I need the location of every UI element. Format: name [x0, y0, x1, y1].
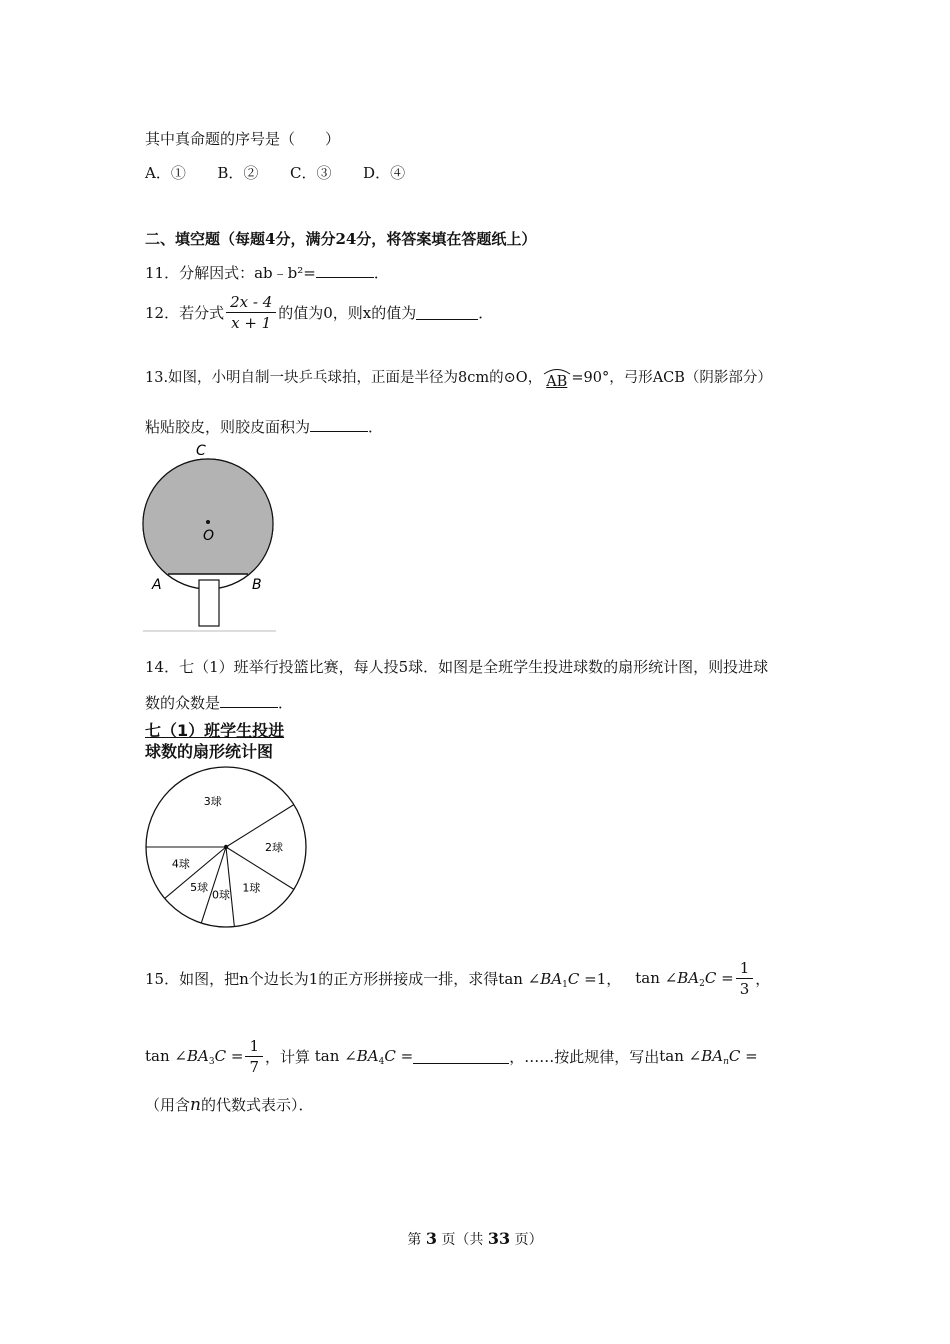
q11	[145, 262, 389, 283]
c-2: C	[704, 968, 717, 987]
q14-answer-blank[interactable]	[220, 693, 278, 708]
tan-4: tan	[314, 1046, 340, 1065]
footer-pre: 第	[407, 1232, 422, 1248]
q12-numerator: 2x - 4	[226, 292, 276, 313]
q11-text: 11．分解因式：ab﹣b²=	[145, 264, 316, 282]
tan-1: tan	[498, 969, 523, 988]
option-c: C．③	[290, 164, 332, 182]
q13-line1	[145, 366, 772, 390]
q15-line1	[145, 958, 770, 999]
ba-n: BA	[701, 1046, 724, 1065]
q12-denominator: x + 1	[231, 314, 272, 332]
ba-3: BA	[187, 1046, 209, 1065]
pie-label-5: 4球	[171, 857, 190, 871]
angle-1: ∠	[527, 969, 541, 988]
chart-title-line2: 球数的扇形统计图	[145, 742, 274, 761]
q15-expr4	[310, 1047, 413, 1065]
comma-1: ，	[755, 970, 771, 988]
paddle-figure	[140, 440, 280, 635]
ba-1: BA	[540, 969, 563, 988]
q13-line1-b: =90°，弓形ACB（阴影部分）	[571, 370, 772, 386]
pie-label-0: 3球	[203, 794, 222, 808]
q15-answer-blank-1[interactable]	[413, 1049, 509, 1064]
label-o: O	[203, 528, 215, 544]
q15-frac2	[736, 958, 754, 999]
angle-3: ∠	[174, 1046, 187, 1065]
label-b: B	[252, 577, 262, 593]
line3-b: 的代数式表示）．	[200, 1096, 314, 1114]
pie-label-1: 2球	[265, 841, 283, 854]
sub-1: 1	[562, 979, 568, 990]
q14-line2-text: 数的众数是	[145, 694, 221, 712]
ba-2: BA	[677, 968, 700, 987]
pie-label-3: 0球	[211, 888, 230, 902]
eq-4: =	[400, 1046, 414, 1065]
q12-end: ．	[478, 304, 494, 322]
pie-center	[224, 845, 228, 849]
q15-expr-n	[659, 1047, 758, 1065]
label-c: C	[196, 443, 206, 459]
c-3: C	[214, 1046, 227, 1065]
frac2-num: 1	[736, 958, 754, 979]
sub-4: 4	[378, 1056, 385, 1067]
q13-line2	[145, 416, 383, 437]
q13-line2-text: 粘贴胶皮，则胶皮面积为	[145, 418, 311, 436]
footer-page-number: 3	[425, 1229, 437, 1248]
angle-4: ∠	[344, 1046, 357, 1065]
paddle-handle	[199, 580, 219, 626]
q12-fraction	[226, 292, 276, 333]
q13-arc	[542, 370, 571, 390]
q12-suffix: 的值为0，则x的值为	[278, 304, 417, 322]
shaded-segment-acb	[140, 440, 280, 574]
q14-end: ．	[278, 694, 294, 712]
q15-line2	[145, 1036, 758, 1077]
tan-2: tan	[635, 968, 660, 987]
sub-n: n	[723, 1056, 729, 1067]
q15-expr1	[498, 970, 621, 988]
q13-answer-blank[interactable]	[310, 417, 368, 432]
q14-line1: 14．七（1）班举行投篮比赛，每人投5球．如图是全班学生投进球数的扇形统计图，则投进球	[145, 658, 769, 676]
angle-n: ∠	[688, 1046, 702, 1065]
q14-line2	[145, 692, 293, 713]
frac3-den: 7	[249, 1058, 259, 1076]
eq-3: =	[230, 1046, 244, 1065]
q13-arc-label: AB	[546, 374, 568, 390]
footer-mid: 页（共	[441, 1232, 484, 1248]
center-point-o	[206, 520, 210, 524]
frac3-num: 1	[245, 1036, 263, 1057]
page-footer	[0, 1229, 950, 1249]
frac2-den: 3	[739, 980, 750, 998]
q12-answer-blank[interactable]	[416, 305, 478, 320]
line3-n: n	[190, 1095, 201, 1115]
q10-options	[145, 162, 405, 183]
option-a: A．①	[145, 164, 186, 182]
tan-3: tan	[145, 1046, 170, 1065]
q13-line1-a: 13.如图，小明自制一块乒乓球拍，正面是半径为8cm的⊙O，	[145, 370, 543, 386]
eq-n: =	[745, 1046, 758, 1065]
sub-2: 2	[699, 978, 705, 989]
angle-2: ∠	[664, 968, 678, 987]
q12	[145, 292, 493, 333]
q15-expr2	[635, 969, 733, 987]
pie-label-2: 1球	[242, 881, 261, 895]
ba-4: BA	[356, 1046, 379, 1065]
c-1: C	[567, 969, 580, 988]
label-a: A	[152, 577, 162, 593]
c-n: C	[728, 1046, 741, 1065]
q13-end: ．	[368, 418, 384, 436]
sub-3: 3	[208, 1056, 215, 1067]
option-b: B．②	[217, 164, 259, 182]
mid-text: ，……按此规律，写出	[509, 1048, 660, 1066]
q11-answer-blank[interactable]	[316, 263, 374, 278]
q15-line3	[145, 1094, 313, 1115]
q12-prefix: 12．若分式	[145, 304, 225, 322]
calc-text: ，计算	[264, 1048, 310, 1066]
section-heading: 二、填空题（每题4分，满分24分，将答案填在答题纸上）	[145, 230, 537, 248]
q15-expr3	[145, 1047, 243, 1065]
chart-title-line1: 七（1）班学生投进	[145, 721, 285, 740]
line3-a: （用含	[145, 1096, 191, 1114]
q10-stem: 其中真命题的序号是（ ）	[145, 130, 341, 148]
footer-total-pages: 33	[487, 1229, 511, 1248]
q15-frac3	[245, 1036, 263, 1077]
pie-label-4: 5球	[190, 880, 209, 894]
q11-end: ．	[373, 264, 389, 282]
c-4: C	[384, 1046, 396, 1065]
eq-2: =	[721, 968, 734, 987]
tan-n: tan	[659, 1046, 684, 1065]
eq-1: =1，	[584, 969, 622, 988]
footer-post: 页）	[514, 1232, 543, 1248]
option-d: D．④	[363, 164, 406, 182]
pie-chart	[142, 764, 312, 934]
q15-prefix: 15．如图，把n个边长为1的正方形拼接成一排，求得	[145, 970, 499, 988]
